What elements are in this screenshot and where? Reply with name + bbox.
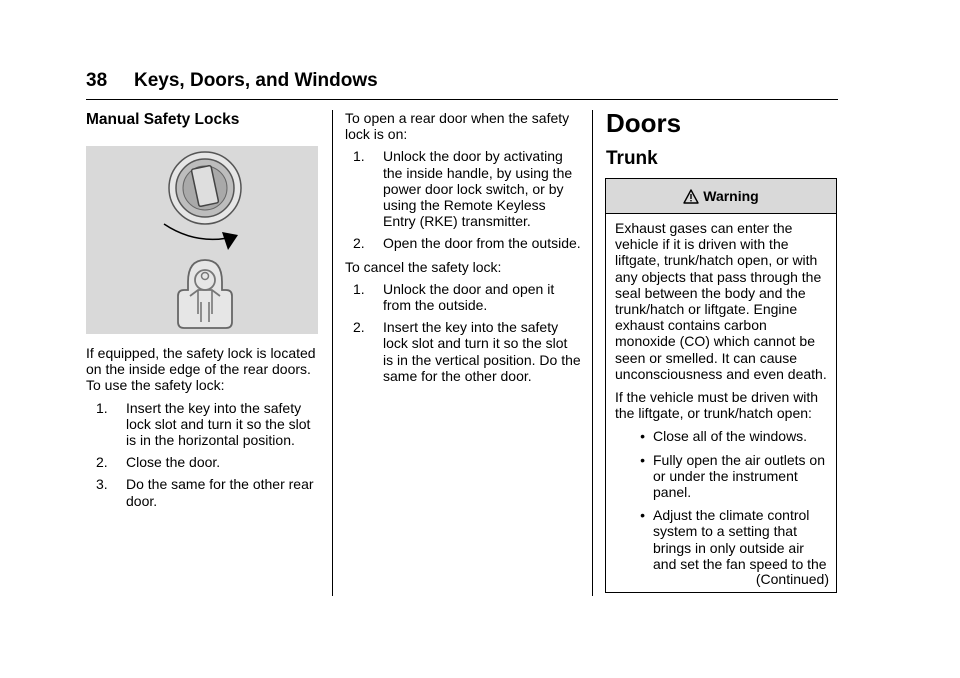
list-item [353,319,581,384]
list-item [96,476,322,508]
continued-label: (Continued) [755,571,829,587]
item-number: 2. [353,235,365,252]
page-number: 38 [86,70,108,91]
safety-lock-illustration [86,146,318,334]
bullet-item [615,452,828,501]
cancel-intro: To cancel the safety lock: [345,258,502,275]
bullet-item [615,428,828,444]
open-intro: To open a rear door when the safety lock is on: [345,110,570,143]
column-divider [592,110,593,596]
section-title: Keys, Doors, and Windows [134,70,378,91]
column-divider [332,110,333,596]
intro-paragraph: If equipped, the safety lock is located on the inside edge of the rear doors. To use the safety lock: [86,345,316,394]
list-item [96,400,322,449]
doors-heading: Doors [606,108,682,138]
trunk-heading: Trunk [606,148,658,169]
item-text: Unlock the door and open it from the outside. [383,280,555,314]
item-text: Insert the key into the safety lock slot and turn it so the slot is in the horizontal position. [126,399,311,449]
open-steps-list [353,148,581,251]
warning-paragraph: If the vehicle must be driven with the liftgate, or trunk/hatch open: [615,389,819,422]
warning-body [606,214,836,572]
list-item [353,281,581,313]
cancel-steps-list [353,281,581,384]
bullet-item [615,507,828,572]
item-text: Close the door. [126,454,221,471]
bullet-icon: • [640,451,645,468]
warning-label: Warning [703,188,759,204]
item-text: Do the same for the other rear door. [126,476,314,509]
item-number: 2. [96,454,108,471]
column-1-text [86,345,322,509]
item-text: Open the door from the outside. [383,235,581,252]
item-number: 1. [353,280,365,297]
bullet-icon: • [640,428,645,445]
warning-header [606,179,836,214]
item-text: Insert the key into the safety lock slot and turn it so the slot is in the vertical position. Do the same for the other door. [383,319,581,384]
item-text: Unlock the door by activating the inside handle, by using the power door lock switch, or by using the Remote Keyless Entry (RKE) transmitter. [383,148,573,230]
steps-list [96,400,322,509]
bullet-text: Close all of the windows. [653,428,808,445]
item-number: 3. [96,476,108,493]
column-2-text [345,110,581,384]
item-number: 2. [353,319,365,336]
item-number: 1. [96,399,108,416]
list-item [353,148,581,229]
warning-paragraph: Exhaust gases can enter the vehicle if it is driven with the liftgate, trunk/hatch open, or with any objects that pass through the seal between the body and the trunk/hatch or liftgate. Engine exhaust contains carbon monoxide (CO) which cannot be seen or smelled. It can cause unconsciousness and even death. [615,220,827,382]
list-item [96,454,322,470]
bullet-icon: • [640,507,645,524]
warning-box [605,178,837,593]
section-heading: Manual Safety Locks [86,111,240,128]
item-number: 1. [353,148,365,165]
header-rule [86,99,838,100]
safety-lock-icon [86,146,318,334]
bullet-text: Adjust the climate control system to a setting that brings in only outside air and set the fan speed to the [653,507,827,572]
bullet-text: Fully open the air outlets on or under the instrument panel. [653,451,825,501]
list-item [353,235,581,251]
warning-icon [683,189,699,204]
